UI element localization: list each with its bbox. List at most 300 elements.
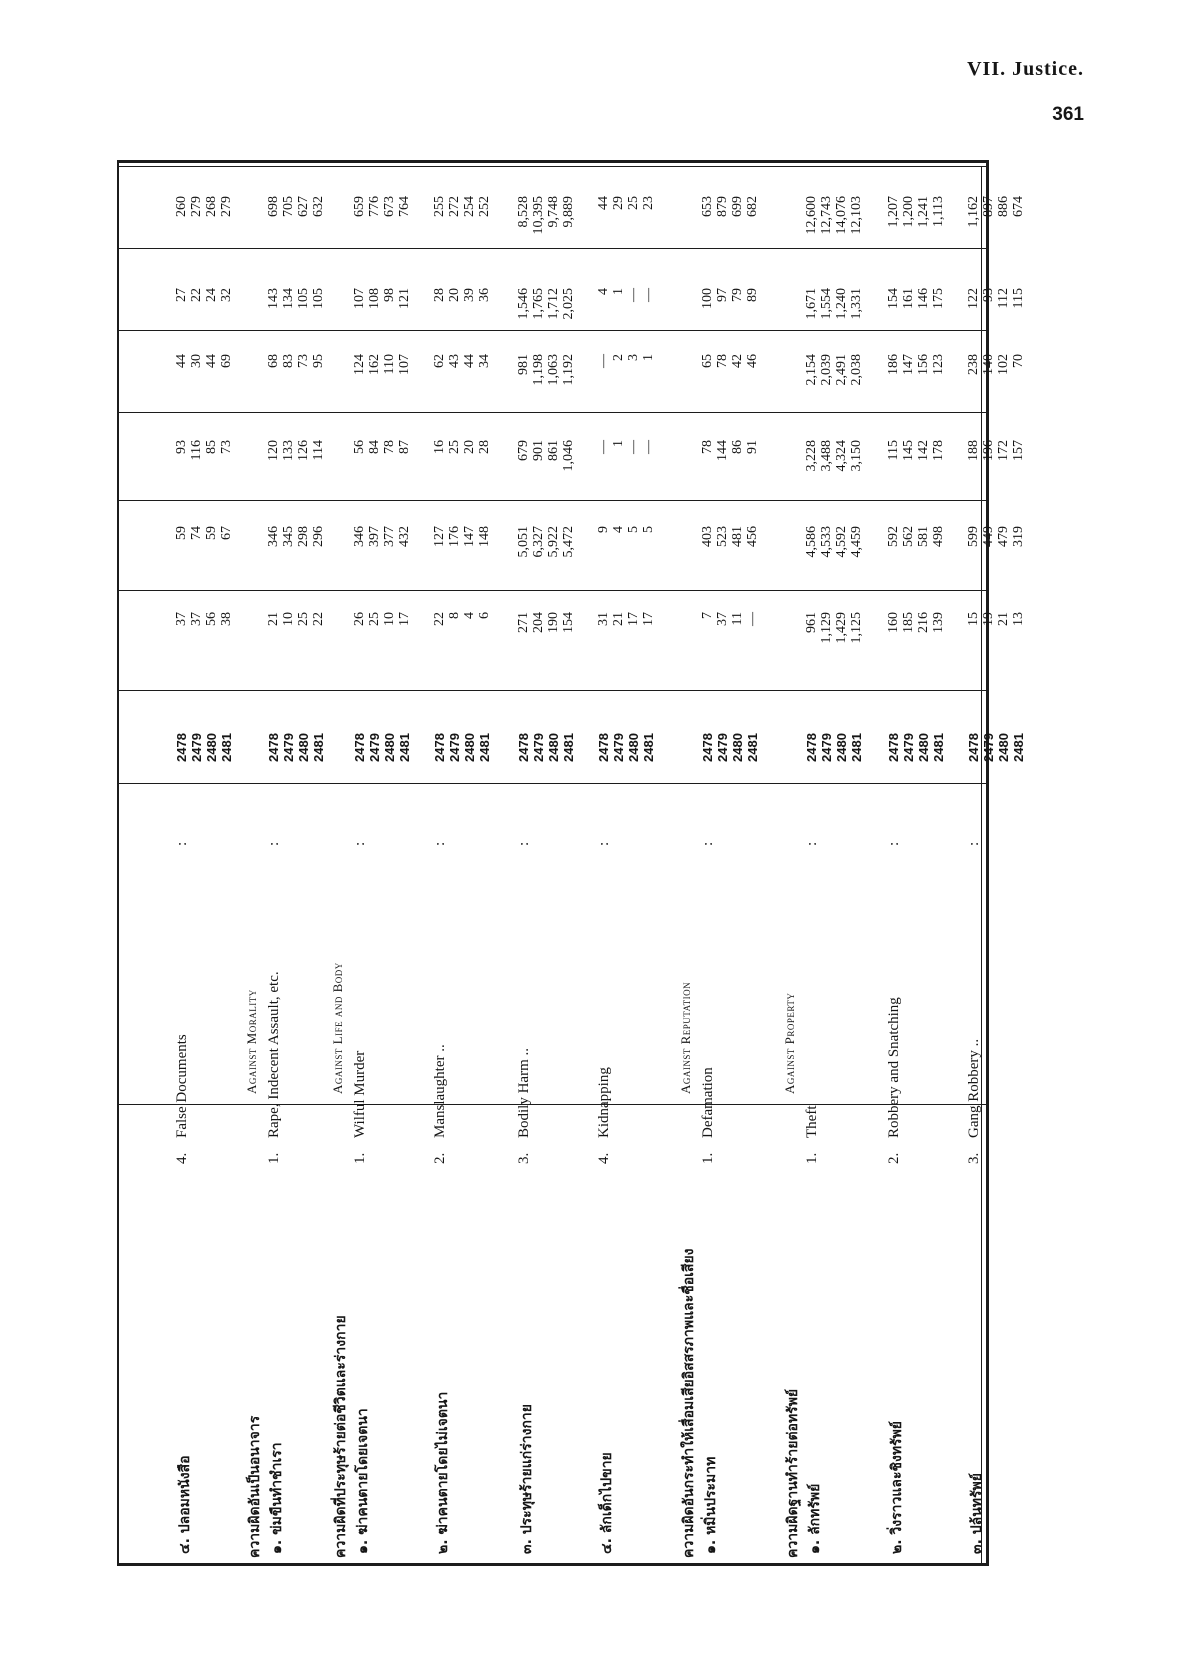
- year-cell: [596, 714, 656, 762]
- cell-value: 157: [1011, 440, 1026, 461]
- cell-value: 12,103: [849, 196, 864, 235]
- cell-value: 37: [715, 612, 730, 626]
- cell-value: 34: [477, 354, 492, 368]
- value-cell-3: [596, 440, 656, 510]
- cell-value: 160: [886, 612, 901, 633]
- cell-value: 886: [996, 196, 1011, 217]
- value-cell-1: [596, 612, 656, 682]
- table-left-rule: [117, 160, 119, 1565]
- year-cell: [700, 714, 760, 762]
- cell-value: 6: [477, 612, 492, 619]
- cell-value: 84: [367, 440, 382, 454]
- cell-value: 705: [281, 196, 296, 217]
- cell-value: 56: [204, 612, 219, 626]
- cell-value: 44: [462, 354, 477, 368]
- value-cell-3: [804, 440, 864, 510]
- cell-value: 10,395: [531, 196, 546, 235]
- cell-value: 25: [447, 440, 462, 454]
- cell-value: 98: [382, 288, 397, 302]
- year-value: 2480: [462, 733, 477, 762]
- cell-value: 56: [352, 440, 367, 454]
- thai-label: ๓. ปล้นทรัพย์: [969, 1473, 985, 1554]
- cell-value: 154: [561, 612, 576, 633]
- value-cell-6: [432, 196, 492, 266]
- section-heading-row: [782, 180, 804, 1564]
- cell-value: 110: [382, 354, 397, 375]
- cell-value: 1,046: [561, 440, 576, 472]
- value-cell-4: [174, 354, 234, 424]
- year-cell: [804, 714, 864, 762]
- cell-value: 861: [546, 440, 561, 461]
- thai-label: ๑. หมิ่นประมาท: [703, 1456, 719, 1554]
- cell-value: 377: [382, 526, 397, 547]
- cell-value: 12,743: [819, 196, 834, 235]
- cell-value: 9: [596, 526, 611, 533]
- cell-value: 126: [296, 440, 311, 461]
- cell-value: 627: [296, 196, 311, 217]
- cell-value: 127: [432, 526, 447, 547]
- cell-value: 4,459: [849, 526, 864, 558]
- cell-value: 3: [626, 354, 641, 361]
- cell-value: 5: [626, 526, 641, 533]
- cell-value: 85: [204, 440, 219, 454]
- year-value: 2481: [641, 733, 656, 762]
- cell-value: 93: [174, 440, 189, 454]
- thai-label: ๒. วิ่งราวและชิงทรัพย์: [889, 1421, 905, 1554]
- cell-value: 1,241: [916, 196, 931, 228]
- cell-value: 67: [219, 526, 234, 540]
- year-cell: [432, 714, 492, 762]
- cell-value: 107: [397, 354, 412, 375]
- english-label: [266, 824, 283, 1164]
- cell-value: 107: [352, 288, 367, 309]
- cell-value: 32: [219, 288, 234, 302]
- year-value: 2481: [311, 733, 326, 762]
- cell-value: 252: [477, 196, 492, 217]
- value-cell-5: [352, 288, 412, 358]
- cell-value: 100: [700, 288, 715, 309]
- year-value: 2481: [1011, 733, 1026, 762]
- cell-value: 175: [931, 288, 946, 309]
- year-value: 2479: [281, 733, 296, 762]
- cell-value: 140: [981, 354, 996, 375]
- item-number: 1.: [700, 1152, 716, 1164]
- cell-value: 20: [462, 440, 477, 454]
- cell-value: 22: [189, 288, 204, 302]
- value-cell-6: [352, 196, 412, 266]
- value-cell-4: [700, 354, 760, 424]
- cell-value: 10: [281, 612, 296, 626]
- year-cell: [174, 714, 234, 762]
- cell-value: 120: [266, 440, 281, 461]
- cell-value: 659: [352, 196, 367, 217]
- cell-value: 22: [432, 612, 447, 626]
- cell-value: 2,154: [804, 354, 819, 386]
- cell-value: 562: [901, 526, 916, 547]
- rotated-table: [126, 180, 1046, 1564]
- year-value: 2481: [849, 733, 864, 762]
- year-value: 2481: [561, 733, 576, 762]
- value-cell-5: [432, 288, 492, 358]
- cell-value: 298: [296, 526, 311, 547]
- cell-value: 1,063: [546, 354, 561, 386]
- cell-value: 901: [531, 440, 546, 461]
- year-value: 2480: [996, 733, 1011, 762]
- table-row: [352, 180, 420, 1564]
- year-value: 2480: [382, 733, 397, 762]
- year-cell: [266, 714, 326, 762]
- cell-value: 403: [700, 526, 715, 547]
- english-label: [700, 824, 717, 1164]
- thai-label: ๓. ประทุษร้ายแก่ร่างกาย: [519, 1404, 535, 1554]
- year-value: 2481: [477, 733, 492, 762]
- cell-value: —: [596, 354, 611, 368]
- table-row: [516, 180, 584, 1564]
- value-cell-2: [266, 526, 326, 596]
- cell-value: 148: [477, 526, 492, 547]
- cell-value: 44: [174, 354, 189, 368]
- value-cell-4: [516, 354, 576, 424]
- year-cell: [352, 714, 412, 762]
- year-value: 2479: [447, 733, 462, 762]
- year-value: 2478: [432, 733, 447, 762]
- value-cell-5: [804, 288, 864, 358]
- cell-value: 1,671: [804, 288, 819, 320]
- cell-value: 5,922: [546, 526, 561, 558]
- item-number: 4.: [174, 1152, 190, 1164]
- value-cell-2: [966, 526, 1026, 596]
- leader-dots: :: [432, 841, 448, 846]
- cell-value: 37: [189, 612, 204, 626]
- value-cell-1: [966, 612, 1026, 682]
- cell-value: 12,600: [804, 196, 819, 235]
- cell-value: 4: [596, 288, 611, 295]
- cell-value: 879: [715, 196, 730, 217]
- cell-value: 776: [367, 196, 382, 217]
- value-cell-5: [886, 288, 946, 358]
- year-cell: [886, 714, 946, 762]
- value-cell-5: [266, 288, 326, 358]
- cell-value: 11: [730, 612, 745, 626]
- leader-dots: :: [804, 841, 820, 846]
- value-cell-6: [516, 196, 576, 266]
- cell-value: 38: [219, 612, 234, 626]
- year-value: 2480: [626, 733, 641, 762]
- cell-value: 449: [981, 526, 996, 547]
- value-cell-5: [596, 288, 656, 358]
- cell-value: 674: [1011, 196, 1026, 217]
- cell-value: 124: [352, 354, 367, 375]
- value-cell-6: [596, 196, 656, 266]
- cell-value: 2,025: [561, 288, 576, 320]
- cell-value: 91: [745, 440, 760, 454]
- cell-value: 161: [901, 288, 916, 309]
- cell-value: 5,472: [561, 526, 576, 558]
- cell-value: 4: [611, 526, 626, 533]
- cell-value: 260: [174, 196, 189, 217]
- cell-value: 62: [432, 354, 447, 368]
- cell-value: 78: [700, 440, 715, 454]
- cell-value: 97: [715, 288, 730, 302]
- cell-value: —: [596, 440, 611, 454]
- cell-value: 581: [916, 526, 931, 547]
- cell-value: 133: [281, 440, 296, 461]
- cell-value: 24: [204, 288, 219, 302]
- english-label: Against Morality: [244, 989, 259, 1094]
- cell-value: 2,491: [834, 354, 849, 386]
- cell-value: 2: [611, 354, 626, 361]
- cell-value: —: [745, 612, 760, 626]
- cell-value: 21: [266, 612, 281, 626]
- cell-value: 83: [281, 354, 296, 368]
- value-cell-3: [886, 440, 946, 510]
- cell-value: 432: [397, 526, 412, 547]
- table-row: [886, 180, 954, 1564]
- year-value: 2480: [916, 733, 931, 762]
- cell-value: 121: [397, 288, 412, 309]
- cell-value: 36: [477, 288, 492, 302]
- cell-value: 3,228: [804, 440, 819, 472]
- cell-value: 1,546: [516, 288, 531, 320]
- year-value: 2478: [174, 733, 189, 762]
- cell-value: 1,113: [931, 196, 946, 227]
- value-cell-1: [886, 612, 946, 682]
- year-value: 2480: [834, 733, 849, 762]
- cell-value: 481: [730, 526, 745, 547]
- value-cell-1: [432, 612, 492, 682]
- english-label: [966, 824, 983, 1164]
- cell-value: 673: [382, 196, 397, 217]
- cell-value: 86: [730, 440, 745, 454]
- cell-value: 25: [626, 196, 641, 210]
- cell-value: 19: [981, 612, 996, 626]
- thai-label: ความผิดอันกระทำให้เสื่อมเสียอิสสรภาพและชื่อเสียง: [681, 1248, 697, 1558]
- cell-value: 1,331: [849, 288, 864, 320]
- cell-value: 1,240: [834, 288, 849, 320]
- cell-value: 147: [901, 354, 916, 375]
- value-cell-5: [700, 288, 760, 358]
- cell-value: 30: [189, 354, 204, 368]
- year-cell: [516, 714, 576, 762]
- cell-value: 176: [447, 526, 462, 547]
- cell-value: 196: [981, 440, 996, 461]
- year-value: 2479: [611, 733, 626, 762]
- cell-value: 981: [516, 354, 531, 375]
- thai-label: ความผิดอันเป็นอนาจาร: [247, 1415, 263, 1558]
- cell-value: 523: [715, 526, 730, 547]
- cell-value: 204: [531, 612, 546, 633]
- page-number: 361: [1052, 104, 1084, 125]
- value-cell-4: [966, 354, 1026, 424]
- cell-value: 632: [311, 196, 326, 217]
- cell-value: 188: [966, 440, 981, 461]
- leader-dots: :: [700, 841, 716, 846]
- value-cell-1: [174, 612, 234, 682]
- year-value: 2479: [531, 733, 546, 762]
- leader-dots: :: [266, 841, 282, 846]
- cell-value: 1,125: [849, 612, 864, 644]
- leader-dots: :: [886, 841, 902, 846]
- table-top-rule: [117, 160, 986, 163]
- value-cell-4: [596, 354, 656, 424]
- cell-value: 10: [382, 612, 397, 626]
- value-cell-5: [174, 288, 234, 358]
- cell-value: 105: [311, 288, 326, 309]
- cell-value: 95: [311, 354, 326, 368]
- cell-value: 1,429: [834, 612, 849, 644]
- cell-value: 46: [745, 354, 760, 368]
- cell-value: 139: [931, 612, 946, 633]
- thai-label: ๒. ฆ่าคนตายโดยไม่เจตนา: [435, 1391, 451, 1554]
- leader-dots: :: [174, 841, 190, 846]
- cell-value: 123: [931, 354, 946, 375]
- cell-value: 653: [700, 196, 715, 217]
- cell-value: 5: [641, 526, 656, 533]
- cell-value: 87: [397, 440, 412, 454]
- cell-value: 1,207: [886, 196, 901, 228]
- cell-value: 73: [219, 440, 234, 454]
- english-label: Against Life and Body: [330, 962, 345, 1094]
- cell-value: 345: [281, 526, 296, 547]
- cell-value: 216: [916, 612, 931, 633]
- cell-value: 8,528: [516, 196, 531, 228]
- cell-value: 146: [916, 288, 931, 309]
- english-label: [432, 824, 449, 1164]
- cell-value: 116: [189, 440, 204, 461]
- cell-value: 145: [901, 440, 916, 461]
- cell-value: 42: [730, 354, 745, 368]
- cell-value: 115: [1011, 288, 1026, 309]
- cell-value: 254: [462, 196, 477, 217]
- cell-value: 28: [477, 440, 492, 454]
- item-label: Manslaughter ..: [432, 1044, 448, 1138]
- item-label: Rape, Indecent Assault, etc.: [266, 971, 282, 1138]
- value-cell-6: [804, 196, 864, 266]
- cell-value: 456: [745, 526, 760, 547]
- cell-value: 190: [546, 612, 561, 633]
- item-number: 2.: [886, 1152, 902, 1164]
- value-cell-6: [886, 196, 946, 266]
- cell-value: 102: [996, 354, 1011, 375]
- value-cell-2: [804, 526, 864, 596]
- value-cell-2: [886, 526, 946, 596]
- value-cell-2: [700, 526, 760, 596]
- value-cell-3: [432, 440, 492, 510]
- cell-value: 79: [730, 288, 745, 302]
- year-value: 2478: [596, 733, 611, 762]
- cell-value: 108: [367, 288, 382, 309]
- cell-value: 1,192: [561, 354, 576, 386]
- value-cell-3: [174, 440, 234, 510]
- cell-value: 37: [174, 612, 189, 626]
- item-number: 1.: [804, 1152, 820, 1164]
- year-cell: [966, 714, 1026, 762]
- value-cell-6: [700, 196, 760, 266]
- item-number: 4.: [596, 1152, 612, 1164]
- leader-dots: :: [352, 841, 368, 846]
- cell-value: 4,592: [834, 526, 849, 558]
- cell-value: 162: [367, 354, 382, 375]
- cell-value: 1: [641, 354, 656, 361]
- english-label: [804, 824, 821, 1164]
- table-row: [700, 180, 768, 1564]
- cell-value: 20: [447, 288, 462, 302]
- english-label: [596, 824, 613, 1164]
- value-cell-4: [432, 354, 492, 424]
- year-value: 2481: [745, 733, 760, 762]
- cell-value: 26: [352, 612, 367, 626]
- cell-value: 699: [730, 196, 745, 217]
- cell-value: 9,748: [546, 196, 561, 228]
- cell-value: 238: [966, 354, 981, 375]
- cell-value: 185: [901, 612, 916, 633]
- value-cell-1: [516, 612, 576, 682]
- value-cell-4: [886, 354, 946, 424]
- cell-value: 147: [462, 526, 477, 547]
- cell-value: —: [626, 440, 641, 454]
- value-cell-5: [966, 288, 1026, 358]
- cell-value: 961: [804, 612, 819, 633]
- cell-value: 1: [611, 440, 626, 447]
- table-row: [266, 180, 334, 1564]
- cell-value: 279: [189, 196, 204, 217]
- cell-value: 4: [462, 612, 477, 619]
- cell-value: 255: [432, 196, 447, 217]
- section-heading-row: [678, 180, 700, 1564]
- english-label: Against Property: [782, 992, 797, 1094]
- cell-value: 682: [745, 196, 760, 217]
- year-value: 2479: [189, 733, 204, 762]
- cell-value: —: [641, 288, 656, 302]
- cell-value: 897: [981, 196, 996, 217]
- year-value: 2481: [397, 733, 412, 762]
- section-heading-row: [330, 180, 352, 1564]
- year-value: 2478: [886, 733, 901, 762]
- cell-value: 156: [916, 354, 931, 375]
- cell-value: 27: [174, 288, 189, 302]
- value-cell-1: [804, 612, 864, 682]
- cell-value: —: [641, 440, 656, 454]
- cell-value: 296: [311, 526, 326, 547]
- cell-value: 764: [397, 196, 412, 217]
- year-value: 2478: [700, 733, 715, 762]
- cell-value: 172: [996, 440, 1011, 461]
- year-value: 2481: [219, 733, 234, 762]
- cell-value: 1,200: [901, 196, 916, 228]
- cell-value: 319: [1011, 526, 1026, 547]
- year-value: 2481: [931, 733, 946, 762]
- cell-value: 89: [745, 288, 760, 302]
- year-value: 2478: [516, 733, 531, 762]
- leader-dots: :: [966, 841, 982, 846]
- year-value: 2478: [804, 733, 819, 762]
- thai-label: ๔. ปลอมหนังสือ: [177, 1455, 193, 1554]
- section-header: VII. Justice.: [967, 58, 1084, 80]
- year-value: 2479: [715, 733, 730, 762]
- thai-label: ความผิดฐานทำร้ายต่อทรัพย์: [785, 1388, 801, 1558]
- cell-value: 25: [367, 612, 382, 626]
- cell-value: 397: [367, 526, 382, 547]
- table-row: [804, 180, 872, 1564]
- thai-label: ๑. ข่มขืนทำชำเรา: [269, 1442, 285, 1554]
- value-cell-6: [266, 196, 326, 266]
- value-cell-4: [352, 354, 412, 424]
- english-label: [352, 824, 369, 1164]
- cell-value: 3,488: [819, 440, 834, 472]
- value-cell-6: [174, 196, 234, 266]
- table-row: [432, 180, 500, 1564]
- cell-value: 2,039: [819, 354, 834, 386]
